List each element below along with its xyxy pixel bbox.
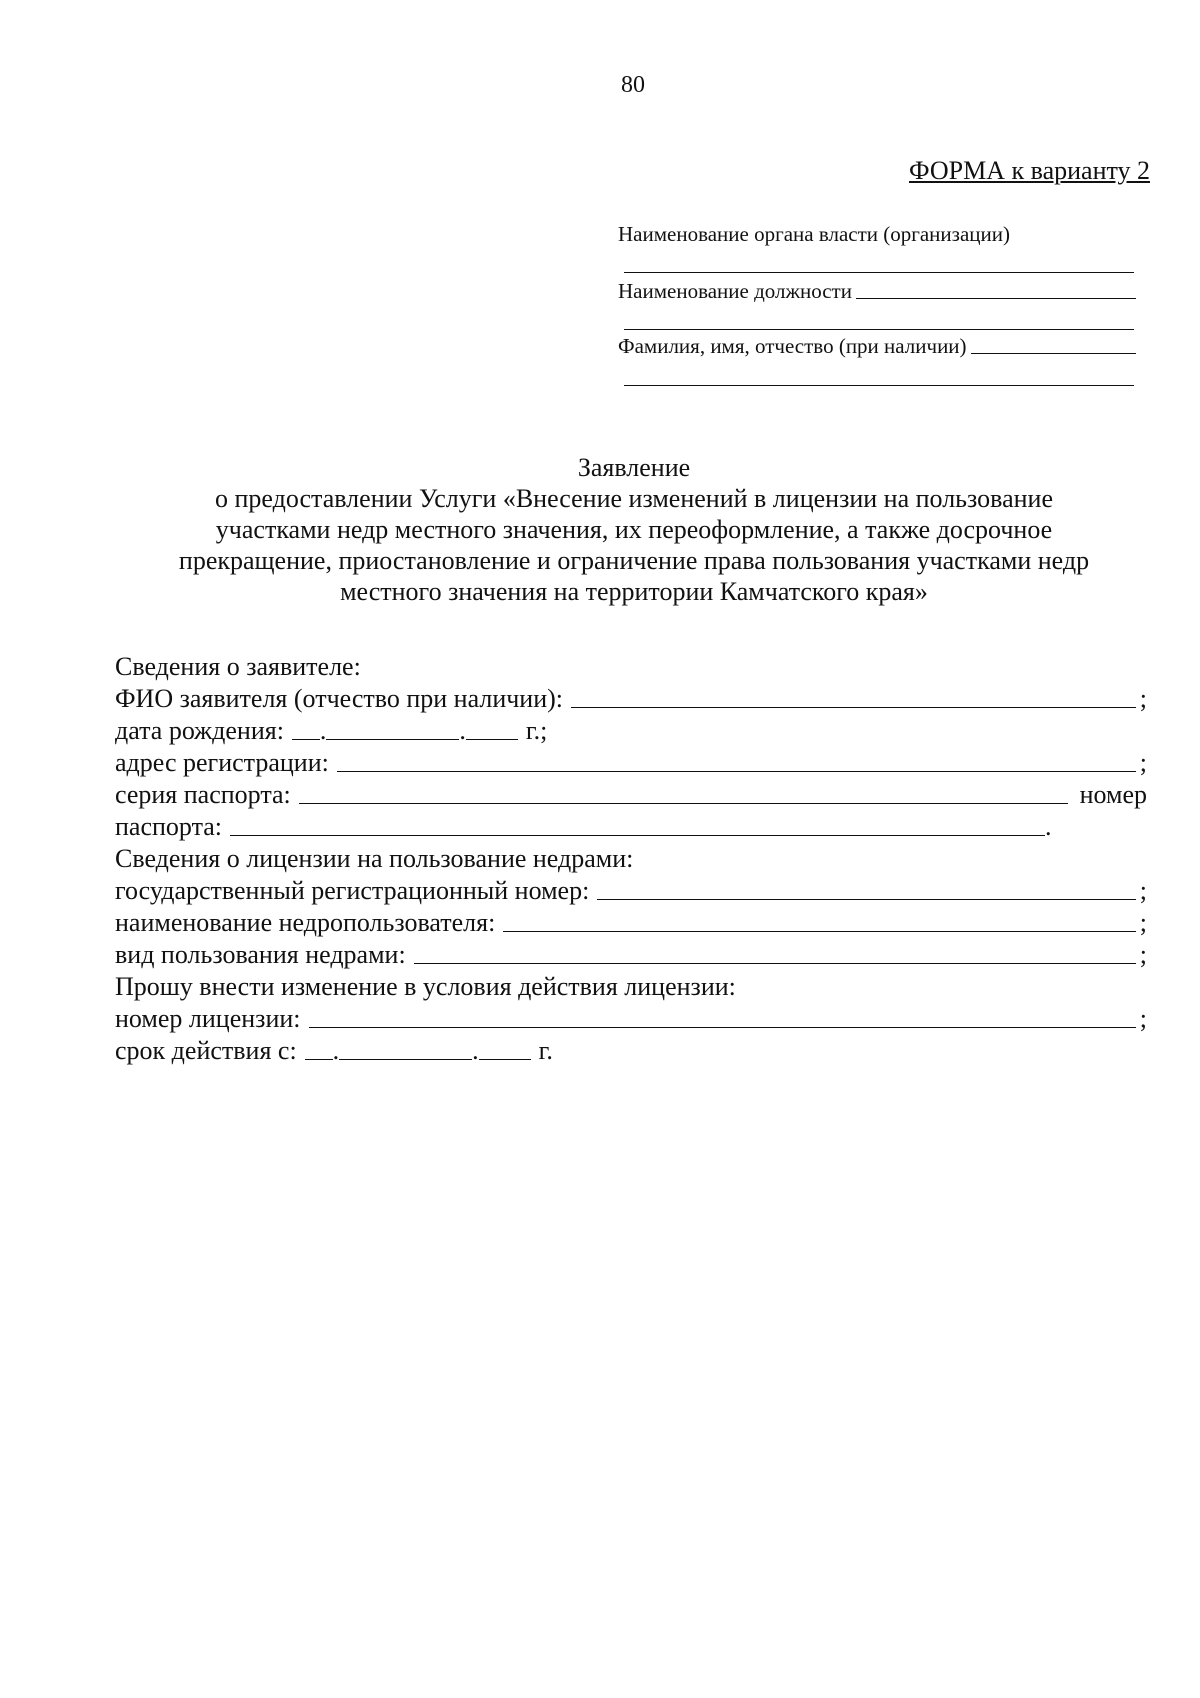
official-fio-line-2[interactable] — [624, 385, 1134, 386]
dot: . — [459, 716, 466, 745]
address-line[interactable] — [337, 771, 1136, 772]
applicant-fio-line[interactable] — [571, 707, 1136, 708]
license-section-title-text: Сведения о лицензии на пользование недрами: — [115, 844, 634, 873]
address-label: адрес регистрации: — [115, 748, 329, 777]
passport-number-word: номер — [1079, 780, 1147, 809]
semicolon: ; — [1139, 940, 1147, 969]
usage-type-label: вид пользования недрами: — [115, 940, 406, 969]
user-name-row — [115, 906, 1147, 938]
page-number: 80 — [621, 72, 645, 98]
validity-label: срок действия с: — [115, 1036, 297, 1065]
application-subject-line-2: участками недр местного значения, их переоформление, а также досрочное — [215, 515, 1053, 544]
position-row — [618, 276, 1136, 304]
passport-series-label: серия паспорта: — [115, 780, 291, 809]
position-line-2[interactable] — [624, 329, 1134, 330]
official-fio-label: Фамилия, имя, отчество (при наличии) — [618, 334, 967, 358]
application-subject-line-1: о предоставлении Услуги «Внесение изменений в лицензии на пользование — [215, 484, 1053, 513]
birth-year-line[interactable] — [466, 739, 518, 740]
applicant-section-title — [115, 650, 1147, 682]
applicant-fio-label: ФИО заявителя (отчество при наличии): — [115, 684, 564, 713]
validity-year-line[interactable] — [479, 1059, 531, 1060]
passport-number-label: паспорта: — [115, 812, 223, 841]
address-row — [115, 746, 1147, 778]
official-fio-row — [618, 331, 1136, 359]
semicolon: ; — [1139, 876, 1147, 905]
passport-number-row — [115, 810, 1147, 842]
dot: . — [319, 716, 327, 745]
birth-day-line[interactable] — [292, 739, 320, 740]
passport-series-row — [115, 778, 1147, 810]
birth-month-line[interactable] — [326, 739, 459, 740]
semicolon: ; — [1139, 1004, 1147, 1033]
license-number-row — [115, 1002, 1147, 1034]
semicolon: ; — [1139, 684, 1147, 713]
user-name-label: наименование недропользователя: — [115, 908, 496, 937]
birth-year-suffix: г.; — [525, 716, 548, 745]
validity-year-suffix: г. — [538, 1036, 553, 1065]
user-name-line[interactable] — [503, 931, 1135, 932]
license-section-title — [115, 842, 1147, 874]
application-title: Заявление — [577, 453, 691, 482]
form-variant-label: ФОРМА к варианту 2 — [909, 156, 1150, 185]
application-subject-line-3: прекращение, приостановление и ограничение права пользования участками недр — [178, 546, 1090, 575]
reg-number-label: государственный регистрационный номер: — [115, 876, 590, 905]
position-label: Наименование должности — [618, 279, 852, 303]
passport-series-line[interactable] — [299, 803, 1068, 804]
reg-number-row — [115, 874, 1147, 906]
period: . — [1045, 812, 1052, 841]
semicolon: ; — [1139, 748, 1147, 777]
dot: . — [472, 1036, 479, 1065]
usage-type-row — [115, 938, 1147, 970]
license-number-label: номер лицензии: — [115, 1004, 301, 1033]
validity-day-line[interactable] — [305, 1059, 333, 1060]
position-line[interactable] — [856, 298, 1136, 299]
application-fields — [115, 650, 1147, 1066]
birth-date-row — [115, 714, 1147, 746]
org-name-label: Наименование органа власти (организации) — [618, 222, 1010, 246]
org-name-line[interactable] — [624, 272, 1134, 273]
license-number-line[interactable] — [309, 1027, 1136, 1028]
request-section-title-text: Прошу внести изменение в условия действия лицензии: — [115, 972, 736, 1001]
application-subject-line-4: местного значения на территории Камчатского края» — [340, 577, 928, 606]
validity-month-line[interactable] — [339, 1059, 472, 1060]
official-fio-line[interactable] — [971, 353, 1136, 354]
request-section-title — [115, 970, 1147, 1002]
validity-row — [115, 1034, 1147, 1066]
usage-type-line[interactable] — [414, 963, 1136, 964]
applicant-fio-row — [115, 682, 1147, 714]
passport-number-line[interactable] — [230, 835, 1045, 836]
application-heading — [128, 452, 1140, 607]
birth-date-label: дата рождения: — [115, 716, 284, 745]
dot: . — [332, 1036, 340, 1065]
reg-number-line[interactable] — [597, 899, 1135, 900]
applicant-section-title-text: Сведения о заявителе: — [115, 652, 361, 681]
semicolon: ; — [1139, 908, 1147, 937]
